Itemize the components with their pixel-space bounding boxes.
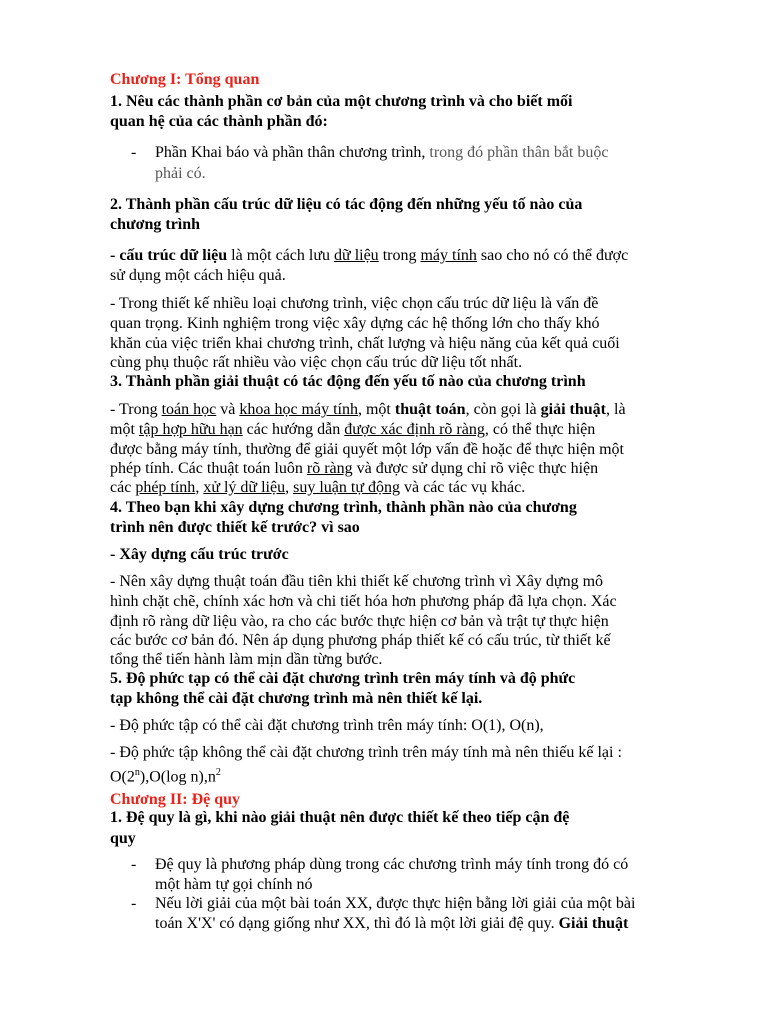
q4-para-line1: - Nên xây dựng thuật toán đầu tiên khi thiết kế chương trình vì Xây dựng mô <box>110 573 604 590</box>
q2-para1-line2: sử dụng một cách hiệu quả. <box>110 267 286 284</box>
q4-para-line2: hình chặt chẽ, chính xác hơn và chi tiết hóa hơn phương pháp đã lựa chọn. Xác <box>110 593 617 610</box>
q5-answer-line3: O(2$^n$),O(log $n),n^2$ <box>110 767 221 786</box>
q3-answer-line1: - Trong toán học và khoa học máy tính, một thuật toán, còn gọi là giải thuật, là <box>110 401 626 418</box>
q1-answer-line2: phải có. <box>155 165 206 182</box>
q5-heading-line2: tạp không thể cài đặt chương trình mà nên thiết kế lại. <box>110 690 483 707</box>
q2-para1-line1: - cấu trúc dữ liệu là một cách lưu dữ liệu trong máy tính sao cho nó có thể được <box>110 247 629 264</box>
ch2-bullet2-line1: Nếu lời giải của một bài toán XX, được thực hiện bằng lời giải của một bài <box>155 895 636 912</box>
q5-answer-line1: - Độ phức tập có thể cài đặt chương trình trên máy tính: O(1), O(n), <box>110 717 544 734</box>
q4-heading-line2: trình nên được thiết kế trước? vì sao <box>110 519 360 536</box>
q3-answer-line2: một tập hợp hữu hạn các hướng dẫn được xác định rõ ràng, có thể thực hiện <box>110 421 596 438</box>
ch2-bullet2-line2: toán X'X' có dạng giống như XX, thì đó là một lời giải đệ quy. Giải thuật <box>155 915 629 932</box>
q1-answer-bullet: - <box>131 144 137 161</box>
q2-para2-line2: quan trọng. Kinh nghiệm trong việc xây dựng các hệ thống lớn cho thấy khó <box>110 315 600 332</box>
q4-para-line3: định rõ ràng dữ liệu vào, ra cho các bước thực hiện cơ bản và trật tự thực hiện <box>110 613 609 630</box>
ch2-bullet1-line2: một hàm tự gọi chính nó <box>155 876 313 893</box>
ch2-q1-heading-line2: quy <box>110 830 136 847</box>
q3-answer-line3: được bằng máy tính, thường để giải quyết một lớp vấn đề hoặc để thực hiện một <box>110 441 624 458</box>
ch2-bullet-1: - <box>131 856 137 873</box>
q3-heading: 3. Thành phần giải thuật có tác động đến yếu tố nào của chương trình <box>110 373 586 390</box>
q4-heading-line1: 4. Theo bạn khi xây dựng chương trình, thành phần nào của chương <box>110 499 577 516</box>
q3-answer-line4: phép tính. Các thuật toán luôn rõ ràng và được sử dụng chỉ rõ việc thực hiện <box>110 460 599 477</box>
q5-heading-line1: 5. Độ phức tạp có thể cài đặt chương trình trên máy tính và độ phức <box>110 670 576 687</box>
ch2-bullet-2: - <box>131 895 137 912</box>
chapter-1-title: Chương I: Tổng quan <box>110 71 260 88</box>
q2-para2-line1: - Trong thiết kế nhiều loại chương trình, việc chọn cấu trúc dữ liệu là vấn đề <box>110 295 599 312</box>
q2-para2-line4: cùng phụ thuộc rất nhiều vào việc chọn cấu trúc dữ liệu tốt nhất. <box>110 354 523 371</box>
q1-answer-line1: Phần Khai báo và phần thân chương trình, trong đó phần thân bắt buộc <box>155 144 609 161</box>
chapter-2-title: Chương II: Đệ quy <box>110 791 241 808</box>
q5-answer-line2: - Độ phức tập không thể cài đặt chương trình trên máy tính mà nên thiếu kế lại : <box>110 744 622 761</box>
q4-answer-short: - Xây dựng cấu trúc trước <box>110 546 289 563</box>
q2-para2-line3: khăn của việc triển khai chương trình, chất lượng và hiệu năng của kết quả cuối <box>110 335 620 352</box>
q1-heading-line2: quan hệ của các thành phần đó: <box>110 113 328 130</box>
q2-heading-line2: chương trình <box>110 216 201 233</box>
q1-heading-line1: 1. Nêu các thành phần cơ bản của một chương trình và cho biết mối <box>110 93 573 110</box>
ch2-bullet1-line1: Đệ quy là phương pháp dùng trong các chương trình máy tính trong đó có <box>155 856 629 873</box>
q4-para-line5: tổng thể tiến hành làm mịn dần từng bước. <box>110 651 383 668</box>
q2-heading-line1: 2. Thành phần cấu trúc dữ liệu có tác động đến những yếu tố nào của <box>110 196 583 213</box>
q4-para-line4: các bước cơ bản đó. Nên áp dụng phương pháp thiết kế có cấu trúc, từ thiết kế <box>110 632 611 649</box>
q3-answer-line5: các phép tính, xử lý dữ liệu, suy luận tự động và các tác vụ khác. <box>110 479 526 496</box>
ch2-q1-heading-line1: 1. Đệ quy là gì, khi nào giải thuật nên được thiết kế theo tiếp cận đệ <box>110 809 570 826</box>
